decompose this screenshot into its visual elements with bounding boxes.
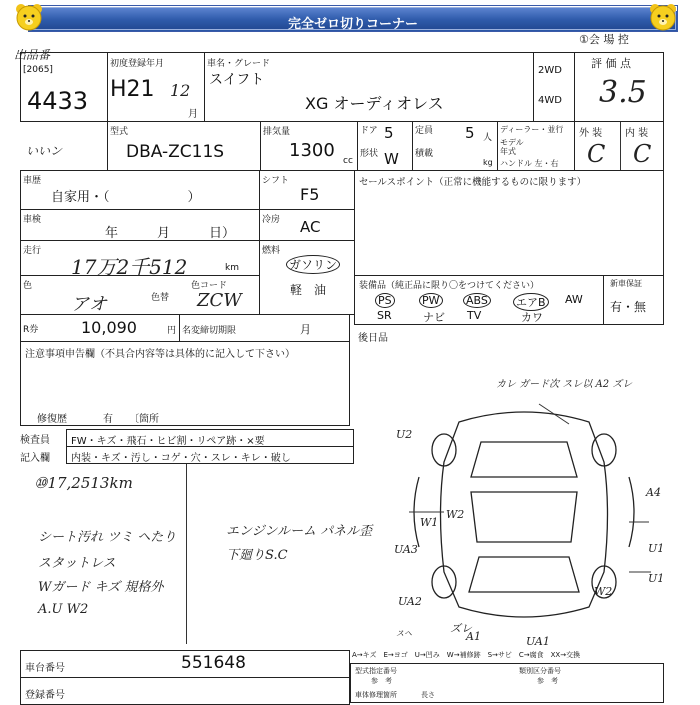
equip-ps: PS bbox=[375, 293, 395, 308]
color-code-value: ZCW bbox=[197, 290, 242, 311]
capacity-value: 5 bbox=[465, 124, 475, 142]
reference-label: 参 考 bbox=[371, 677, 392, 685]
notes-divider bbox=[186, 464, 187, 644]
car-name-box bbox=[204, 52, 534, 122]
shaken-box bbox=[20, 209, 260, 241]
lot-scrawl: 出品番 bbox=[14, 48, 51, 62]
rating-value: 3.5 bbox=[599, 75, 647, 110]
warranty-label: 新車保証 bbox=[610, 279, 642, 288]
load-unit: kg bbox=[483, 158, 493, 167]
meter-change-box bbox=[179, 314, 350, 342]
inspector-box bbox=[66, 429, 354, 447]
capacity-unit: 人 bbox=[483, 133, 493, 143]
body-shape-label: 形状 bbox=[360, 149, 379, 159]
repair-history-value: 有 bbox=[103, 414, 113, 425]
mark-ua1: UA1 bbox=[526, 635, 550, 648]
handwritten-line6: Wガード キズ 規格外 bbox=[38, 580, 164, 595]
drive-2wd: 2WD bbox=[538, 65, 562, 76]
teddy-bear-icon bbox=[14, 2, 44, 32]
shift-box bbox=[259, 170, 355, 210]
entry-label: 記入欄 bbox=[20, 453, 50, 464]
shaken-label: 車検 bbox=[23, 215, 42, 225]
shift-value: F5 bbox=[300, 185, 320, 204]
doors-label: ドア bbox=[360, 126, 378, 136]
notes-label: 注意事項申告欄（不具合内容等は具体的に記入して下さい） bbox=[25, 349, 295, 360]
damage-legend: A→キズ E→ヨゴ U→凹み W→補修跡 S→サビ C→腐食 XX→交換 bbox=[352, 651, 581, 659]
fuel-value: ガソリン bbox=[286, 255, 340, 274]
model-year-label: モデル年式 bbox=[500, 138, 524, 156]
shaken-value: 年 月 日） bbox=[105, 226, 236, 241]
chassis-number: 551648 bbox=[181, 653, 246, 673]
dealer-label: ディーラー・並行 bbox=[500, 125, 564, 134]
length-label: 長さ bbox=[421, 691, 435, 699]
model-value: DBA-ZC11S bbox=[126, 142, 225, 162]
equip-navi: ナビ bbox=[423, 311, 445, 324]
mark-ua2: UA2 bbox=[398, 595, 422, 608]
mark-w2-2: W2 bbox=[594, 585, 613, 598]
repair-place-label: 〔箇所 bbox=[129, 414, 159, 425]
sales-point-box bbox=[354, 170, 664, 276]
inspector-label: 検査員 bbox=[20, 435, 50, 446]
first-reg-month: 12 bbox=[170, 81, 191, 100]
month-unit-2: 月 bbox=[300, 323, 311, 336]
drive-box bbox=[533, 52, 575, 122]
yen-unit: 円 bbox=[167, 326, 177, 336]
model-label: 型式 bbox=[110, 127, 129, 137]
equipment-box bbox=[354, 275, 604, 325]
color-label: 色 bbox=[23, 281, 33, 291]
equip-abs: ABS bbox=[463, 293, 491, 308]
month-unit: 月 bbox=[188, 109, 198, 120]
first-reg-year: H21 bbox=[110, 77, 155, 102]
equip-airbag: エアB bbox=[513, 293, 549, 311]
doors-box bbox=[357, 121, 413, 171]
chassis-label: 車台番号 bbox=[25, 663, 65, 674]
reference-label-2: 参 考 bbox=[537, 677, 558, 685]
recycle-box bbox=[20, 314, 180, 342]
mark-ua3: UA3 bbox=[394, 543, 418, 556]
banner-bar bbox=[30, 7, 676, 30]
color-code-label: 色コード bbox=[191, 281, 228, 291]
color-change-label: 色替 bbox=[151, 293, 170, 303]
displacement-box bbox=[260, 121, 358, 171]
handwritten-line3: エンジンルーム パネル歪 bbox=[226, 524, 373, 539]
handwritten-line2: シート汚れ ツミ ヘたり bbox=[38, 530, 177, 545]
registration-box bbox=[20, 677, 350, 705]
displacement-label: 排気量 bbox=[263, 127, 291, 137]
lot-code: [2065] bbox=[23, 65, 53, 75]
recycle-label: R券 bbox=[23, 325, 39, 335]
cc-unit: cc bbox=[343, 156, 353, 166]
handwritten-line7: A.U W2 bbox=[38, 602, 89, 617]
interior-label: 内 装 bbox=[625, 128, 649, 139]
ext-int-box bbox=[574, 121, 664, 171]
usage-value: 自家用・（ ） bbox=[51, 190, 201, 205]
dealer-box bbox=[497, 121, 575, 171]
banner-title: 完全ゼロ切りコーナー bbox=[287, 17, 418, 32]
first-reg-label: 初度登録年月 bbox=[110, 59, 165, 69]
exterior-grade: C bbox=[587, 140, 606, 168]
interior-grade: C bbox=[633, 140, 652, 168]
usage-label: 車歴 bbox=[23, 176, 42, 186]
sales-point-label: セールスポイント（正常に機能するものに限ります） bbox=[359, 177, 587, 188]
auction-sheet bbox=[14, 30, 664, 700]
warranty-value: 有・無 bbox=[610, 300, 647, 314]
equip-pw: PW bbox=[419, 293, 443, 308]
recycle-value: 10,090 bbox=[81, 318, 137, 337]
equip-tv: TV bbox=[467, 309, 482, 322]
mark-u2: U2 bbox=[396, 428, 413, 441]
inspection-copy-label: ①会 場 控 bbox=[579, 33, 629, 46]
model-side-note: いいン bbox=[26, 144, 63, 158]
spec-box bbox=[350, 663, 664, 703]
equip-sr: SR bbox=[377, 309, 392, 322]
mark-a1: A1 bbox=[466, 630, 481, 643]
usage-box bbox=[20, 170, 260, 210]
fuel-alt: 軽 油 bbox=[290, 283, 327, 297]
mark-w2: W2 bbox=[446, 508, 465, 521]
warranty-box bbox=[603, 275, 664, 325]
exterior-label: 外 装 bbox=[579, 128, 603, 139]
teddy-bear-icon bbox=[648, 2, 678, 32]
car-damage-diagram bbox=[389, 382, 659, 644]
shift-label: シフト bbox=[262, 176, 290, 186]
mark-zure: ズレ bbox=[450, 622, 472, 635]
entry-items: 内装・キズ・汚し・コゲ・穴・スレ・キレ・破し bbox=[71, 453, 291, 464]
entry-box bbox=[66, 446, 354, 464]
drive-4wd: 4WD bbox=[538, 95, 562, 106]
mark-u1: U1 bbox=[648, 542, 665, 555]
divider bbox=[620, 122, 621, 170]
mark-a4: A4 bbox=[646, 486, 661, 499]
rear-items-label: 後日品 bbox=[358, 333, 388, 344]
meter-change-label: 名変締切期限 bbox=[182, 326, 237, 336]
inspector-items: FW・キズ・飛石・ヒビ割・リペア跡・×要 bbox=[71, 436, 265, 447]
mark-u1-2: U1 bbox=[648, 572, 665, 585]
capacity-box bbox=[412, 121, 498, 171]
mark-w1: W1 bbox=[420, 516, 439, 529]
repair-history-label: 修復歴 bbox=[37, 414, 67, 425]
notes-box bbox=[20, 341, 350, 426]
equipment-label: 装備品（純正品に限り〇をつけてください） bbox=[359, 281, 540, 291]
handwritten-line5: 下廻りS.C bbox=[226, 548, 288, 563]
ac-label: 冷房 bbox=[262, 215, 281, 225]
model-box bbox=[107, 121, 261, 171]
car-grade: XG オーディオレス bbox=[305, 94, 444, 113]
handle-label: ハンドル 左・右 bbox=[500, 159, 559, 168]
ac-box bbox=[259, 209, 355, 241]
mileage-box bbox=[20, 240, 260, 279]
color-value: アオ bbox=[71, 294, 107, 315]
fuel-box bbox=[259, 240, 355, 315]
car-name-label: 車名・グレード bbox=[207, 59, 271, 69]
ac-value: AC bbox=[300, 218, 321, 236]
load-label: 積載 bbox=[415, 149, 434, 159]
body-shape-value: W bbox=[384, 150, 399, 168]
handwritten-line4: スタットレス bbox=[38, 556, 116, 571]
header-banner bbox=[28, 5, 678, 32]
body-repair-label: 車体修理箇所 bbox=[355, 691, 397, 699]
first-registration-box bbox=[107, 52, 205, 122]
fuel-label: 燃料 bbox=[262, 246, 281, 256]
mileage-value: 17万2千512 bbox=[71, 255, 188, 279]
chassis-box bbox=[20, 650, 350, 678]
capacity-label: 定員 bbox=[415, 126, 434, 136]
displacement-value: 1300 bbox=[289, 140, 335, 161]
equip-leather: カワ bbox=[521, 311, 543, 324]
diagram-top-note: カレ ガード次 スレ以 A2 ズレ bbox=[496, 379, 633, 390]
doors-value: 5 bbox=[384, 124, 394, 142]
mileage-label: 走行 bbox=[23, 246, 42, 256]
lot-number: 4433 bbox=[27, 87, 89, 115]
mark-suhe: スヘ bbox=[396, 629, 412, 638]
color-box bbox=[20, 275, 260, 315]
km-unit: km bbox=[225, 263, 239, 273]
handwritten-line1: ⑩17,2513km bbox=[34, 474, 133, 492]
registration-label: 登録番号 bbox=[25, 690, 65, 701]
car-name: スイフト bbox=[209, 72, 265, 88]
rating-label: 評 価 点 bbox=[591, 57, 631, 70]
lot-box bbox=[20, 52, 108, 122]
equip-aw: AW bbox=[565, 293, 583, 306]
class-spec-label: 類別区分番号 bbox=[519, 667, 561, 675]
rating-box bbox=[574, 52, 664, 122]
type-spec-label: 型式指定番号 bbox=[355, 667, 397, 675]
